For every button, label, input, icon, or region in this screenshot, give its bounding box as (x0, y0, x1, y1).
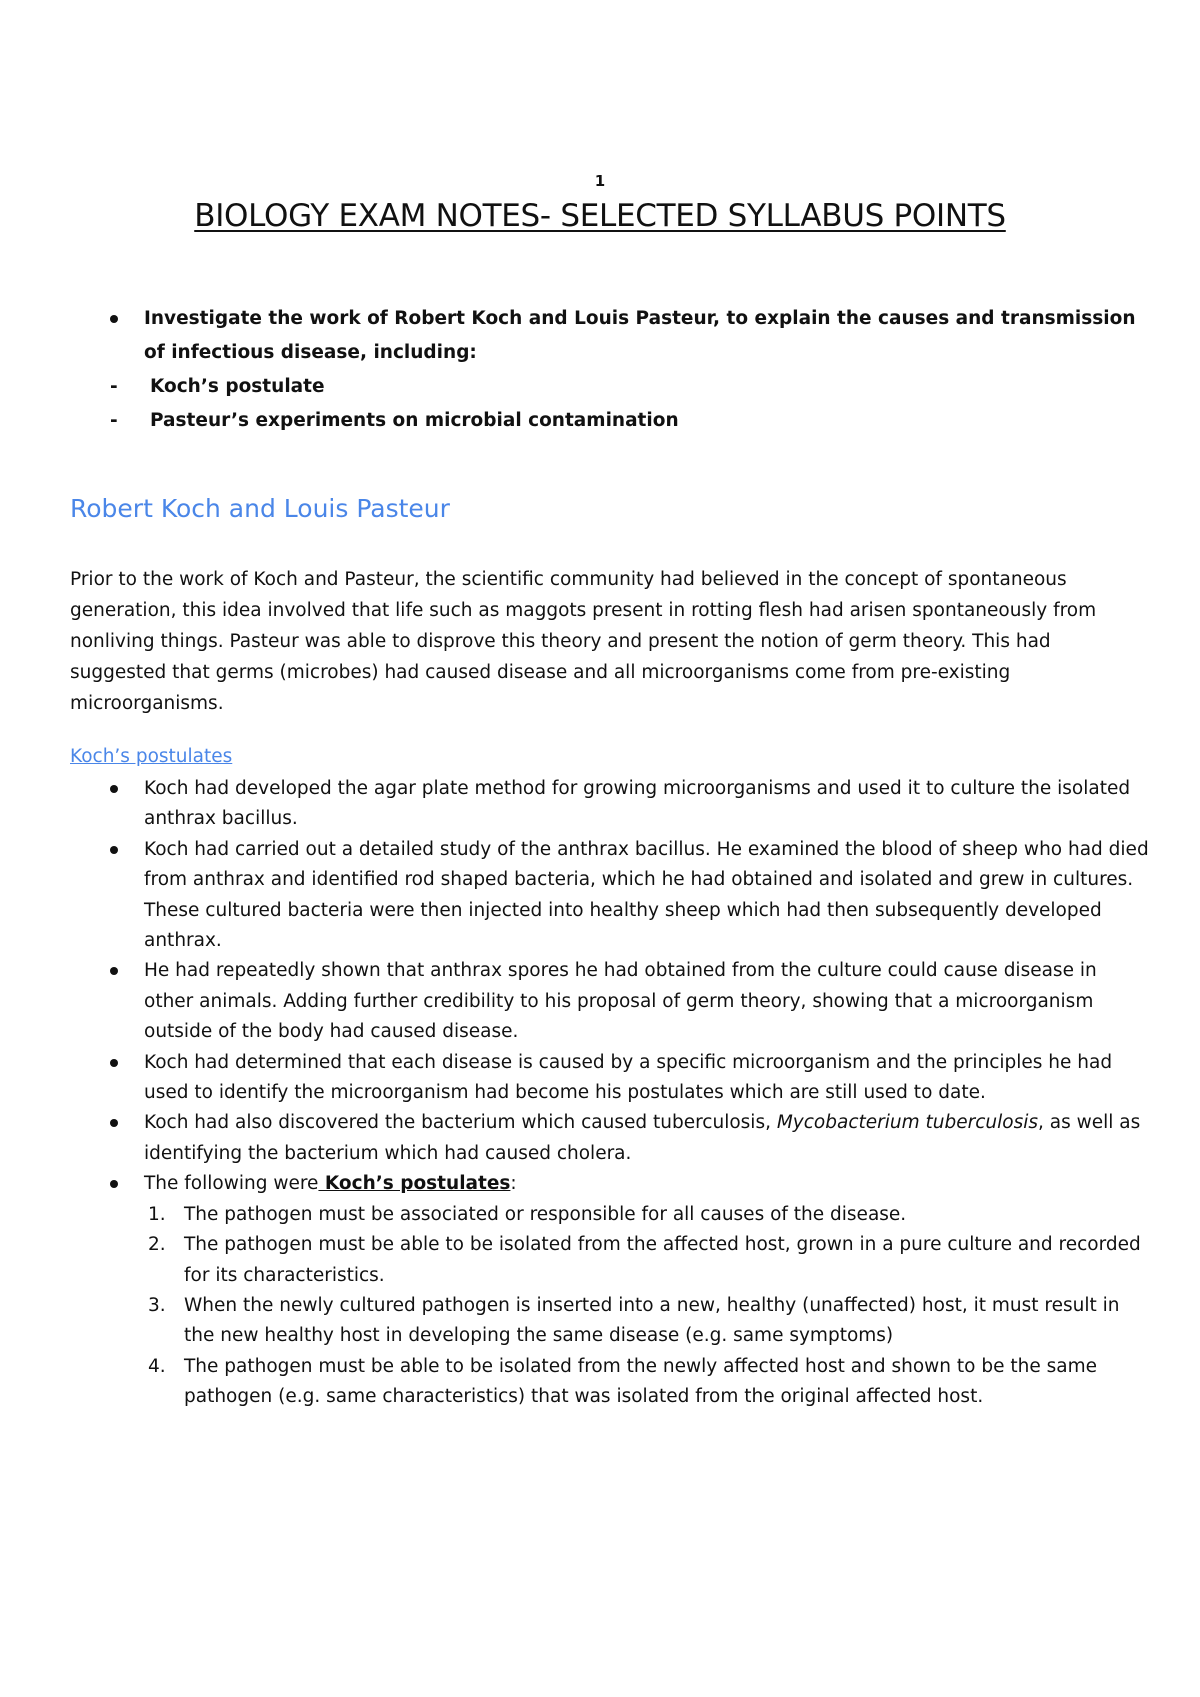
postulate-item (148, 1230, 1150, 1291)
syllabus-sub-text: Pasteur’s experiments on microbial contamination (150, 410, 679, 431)
bullet-icon (110, 967, 118, 975)
document-title: BIOLOGY EXAM NOTES- SELECTED SYLLABUS POINTS (194, 198, 1006, 234)
postulate-number: 3. (148, 1294, 166, 1316)
syllabus-sub-point (110, 404, 1140, 438)
koch-bullet-list (110, 774, 1150, 1413)
list-item-text: , as well as identifying the bacterium which had caused cholera. (144, 1112, 1141, 1164)
list-item-text: The following were (144, 1173, 319, 1195)
bullet-icon (110, 1180, 118, 1188)
syllabus-sub-point (110, 370, 1140, 404)
postulate-item (148, 1291, 1150, 1352)
postulates-ordered-list (148, 1200, 1150, 1413)
list-item-text: Koch had also discovered the bacterium which caused tuberculosis, (144, 1112, 777, 1134)
section-heading: Robert Koch and Louis Pasteur (70, 494, 450, 523)
postulate-number: 1. (148, 1203, 166, 1225)
list-item-text: He had repeatedly shown that anthrax spores he had obtained from the culture could cause disease in other animals. Adding further credibility to his proposal of germ theory, showing that a microorganism outside of the body had caused disease. (144, 960, 1097, 1043)
bullet-icon (110, 315, 118, 323)
syllabus-points (110, 302, 1140, 438)
dash-icon: - (110, 376, 118, 397)
postulate-number: 2. (148, 1234, 166, 1256)
postulate-number: 4. (148, 1355, 166, 1377)
page-number: 1 (594, 172, 606, 190)
koch-postulates-heading: Koch’s postulates (70, 746, 233, 767)
postulate-text: When the newly cultured pathogen is inserted into a new, healthy (unaffected) host, it must result in the new healthy host in developing the same disease (e.g. same symptoms) (184, 1294, 1120, 1347)
species-name: Mycobacterium tuberculosis (776, 1112, 1038, 1134)
postulate-item (148, 1352, 1150, 1413)
list-item-text: Koch had carried out a detailed study of the anthrax bacillus. He examined the blood of sheep who had died from anthrax and identified rod shaped bacteria, which he had obtained and isolated and grew in cultures. These cultured bacteria were then injected into healthy sheep which had then subsequently developed anthrax. (144, 838, 1149, 952)
list-item-text: : (510, 1173, 517, 1195)
postulate-text: The pathogen must be able to be isolated from the affected host, grown in a pure culture and recorded for its characteristics. (184, 1234, 1141, 1286)
dash-icon: - (110, 410, 118, 431)
list-item (110, 1048, 1150, 1109)
postulate-text: The pathogen must be associated or responsible for all causes of the disease. (184, 1203, 907, 1225)
bullet-icon (110, 1059, 118, 1067)
syllabus-main-point (110, 302, 1140, 370)
postulate-item (148, 1200, 1150, 1230)
postulate-text: The pathogen must be able to be isolated from the newly affected host and shown to be the same pathogen (e.g. same characteristics) that was isolated from the original affected host. (184, 1355, 1097, 1408)
syllabus-main-text: Investigate the work of Robert Koch and Louis Pasteur, to explain the causes and transmission of infectious disease, including: (144, 308, 1136, 363)
bullet-icon (110, 846, 118, 854)
intro-paragraph: Prior to the work of Koch and Pasteur, the scientific community had believed in the concept of spontaneous generation, this idea involved that life such as maggots present in rotting flesh had arisen spontaneously from nonliving things. Pasteur was able to disprove this theory and present the notion of germ theory. This had suggested that germs (microbes) had caused disease and all microorganisms come from pre-existing microorganisms. (70, 569, 1097, 714)
list-item (110, 835, 1150, 957)
list-item (110, 774, 1150, 835)
bullet-icon (110, 785, 118, 793)
syllabus-sub-text: Koch’s postulate (150, 376, 325, 397)
list-item-text: Koch had developed the agar plate method for growing microorganisms and used it to culture the isolated anthrax bacillus. (144, 778, 1131, 830)
list-item-postulates-intro (110, 1169, 1150, 1199)
postulates-label: Koch’s postulates (318, 1173, 511, 1195)
bullet-icon (110, 1119, 118, 1127)
list-item (110, 956, 1150, 1047)
list-item-tuberculosis (110, 1108, 1150, 1169)
list-item-text: Koch had determined that each disease is caused by a specific microorganism and the principles he had used to identify the microorganism had become his postulates which are still used to date. (144, 1051, 1113, 1104)
